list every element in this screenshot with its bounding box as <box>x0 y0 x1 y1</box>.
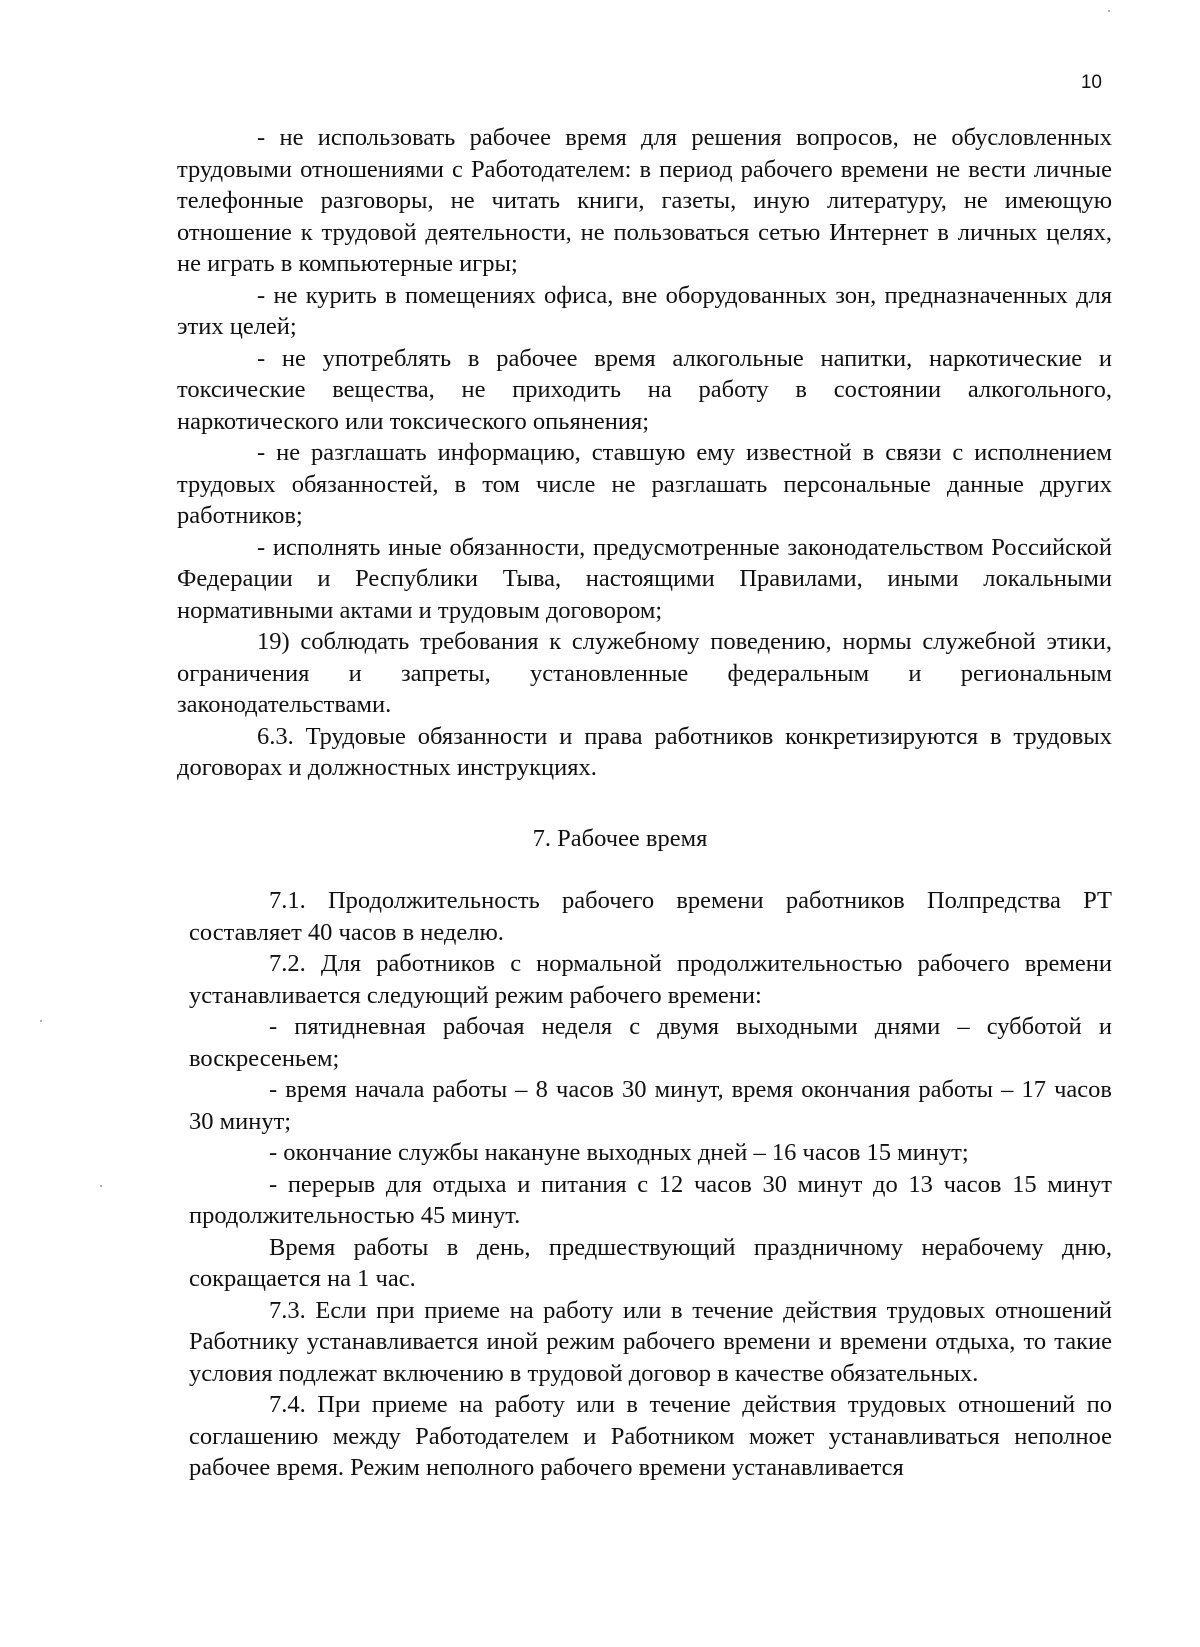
scan-speck <box>40 1020 42 1022</box>
paragraph: - перерыв для отдыха и питания с 12 часов 30 минут до 13 часов 15 минут продолжительностью 45 минут. <box>189 1170 1112 1229</box>
scan-speck <box>1108 10 1110 12</box>
paragraph: - пятидневная рабочая неделя с двумя выходными днями – субботой и воскресеньем; <box>189 1013 1112 1072</box>
page-number: 10 <box>1080 72 1102 93</box>
paragraph: 6.3. Трудовые обязанности и права работников конкретизируются в трудовых договорах и должностных инструкциях. <box>177 722 1112 781</box>
paragraph: 19) соблюдать требования к служебному поведению, нормы служебной этики, ограничения и запреты, установленные федеральным и региональным законодательствами. <box>177 628 1112 718</box>
section-heading: 7. Рабочее время <box>532 825 708 852</box>
top-text-block <box>177 122 1112 784</box>
paragraph: - окончание службы накануне выходных дней – 16 часов 15 минут; <box>269 1139 969 1166</box>
paragraph: - исполнять иные обязанности, предусмотренные законодательством Российской Федерации и Республики Тыва, настоящими Правилами, иными локальными нормативными актами и трудовым договором; <box>177 533 1112 624</box>
paragraph: 7.1. Продолжительность рабочего времени работников Полпредства РТ составляет 40 часов в неделю. <box>189 887 1112 946</box>
paragraph: - время начала работы – 8 часов 30 минут, время окончания работы – 17 часов 30 минут; <box>189 1076 1112 1135</box>
paragraph: Время работы в день, предшествующий праздничному нерабочему дню, сокращается на 1 час. <box>189 1233 1112 1292</box>
paragraph: - не разглашать информацию, ставшую ему известной в связи с исполнением трудовых обязанностей, в том числе не разглашать персональные данные других работников; <box>177 439 1112 529</box>
paragraph: - не использовать рабочее время для решения вопросов, не обусловленных трудовыми отношениями с Работодателем: в период рабочего времени не вести личные телефонные разговоры, не читать книги, газеты, иную литературу, не имеющую отношение к трудовой деятельности, не пользоваться сетью Интернет в личных целях, не играть в компьютерные игры; <box>177 124 1112 277</box>
paragraph: - не употреблять в рабочее время алкогольные напитки, наркотические и токсические вещества, не приходить на работу в состоянии алкогольного, наркотического или токсического опьянения; <box>177 344 1112 435</box>
scan-speck <box>100 1185 102 1187</box>
paragraph: - не курить в помещениях офиса, вне оборудованных зон, предназначенных для этих целей; <box>177 281 1112 340</box>
bottom-text-block <box>189 885 1112 1484</box>
paragraph: 7.3. Если при приеме на работу или в течение действия трудовых отношений Работнику устанавливается иной режим рабочего времени и времени отдыха, то такие условия подлежат включению в трудовой договор в качестве обязательных. <box>189 1296 1112 1387</box>
paragraph: 7.2. Для работников с нормальной продолжительностью рабочего времени устанавливается следующий режим рабочего времени: <box>189 950 1112 1009</box>
paragraph: 7.4. При приеме на работу или в течение действия трудовых отношений по соглашению между Работодателем и Работником может устанавливаться неполное рабочее время. Режим неполного рабочего времени устанавливается <box>189 1391 1112 1481</box>
